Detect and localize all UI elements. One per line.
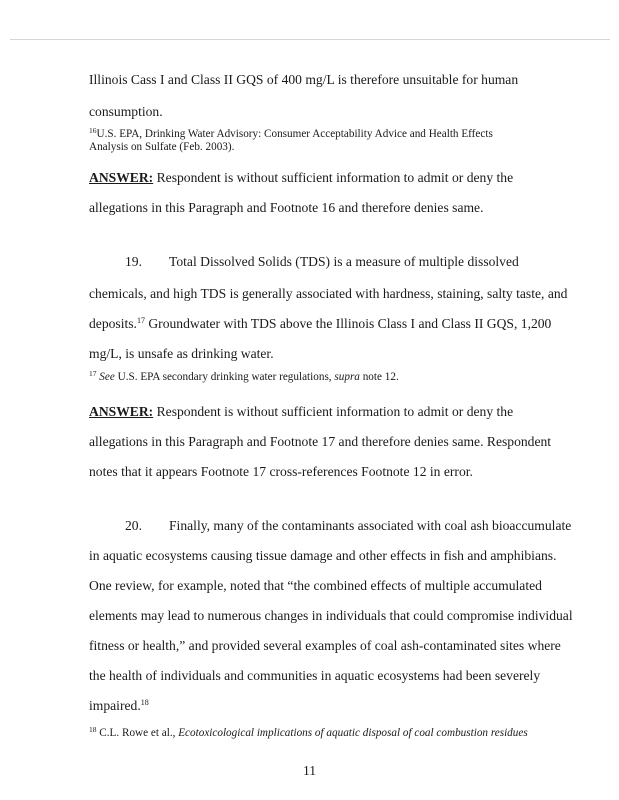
para20-line1 (89, 518, 571, 534)
footnote-17-text: U.S. EPA secondary drinking water regulations, (114, 371, 335, 383)
para19-text1: Total Dissolved Solids (TDS) is a measure of multiple dissolved (169, 254, 519, 269)
footnote-18-title: Ecotoxicological implications of aquatic disposal of coal combustion residues (178, 727, 528, 739)
para18-tail-line1: Illinois Cass I and Class II GQS of 400 mg/L is therefore unsuitable for human (89, 72, 519, 87)
para20-line6: the health of individuals and communities in aquatic ecosystems had been severely (89, 668, 541, 683)
footnote-17 (89, 371, 399, 384)
answer19-text: Respondent is without sufficient information to admit or deny the (153, 404, 514, 419)
para20-line5: fitness or health,” and provided several examples of coal ash-contaminated sites where (89, 638, 561, 653)
page-number: 11 (302, 763, 317, 778)
para19-line1 (89, 254, 519, 270)
answer18-text: Respondent is without sufficient information to admit or deny the (153, 170, 514, 185)
footnote-16-text: U.S. EPA, Drinking Water Advisory: Consumer Acceptability Advice and Health Effects (96, 128, 493, 140)
para19-number: 19. (125, 254, 142, 269)
para19-text3b: Groundwater with TDS above the Illinois Class I and Class II GQS, 1,200 (144, 316, 552, 331)
para20-line3: One review, for example, noted that “the combined effects of multiple accumulated (89, 578, 542, 593)
footnote-18 (89, 727, 528, 740)
para20-line7 (89, 698, 149, 714)
footnote-ref-17: 17 (136, 316, 145, 325)
para20-text7: impaired. (89, 698, 141, 713)
footnote-17-supra: supra (334, 371, 360, 383)
footnote-17-end: note 12. (359, 371, 399, 383)
para19-line4: mg/L, is unsafe as drinking water. (89, 346, 274, 361)
para19-text3a: deposits. (89, 316, 137, 331)
para20-number: 20. (125, 518, 142, 533)
footnote-17-marker: 17 (89, 369, 97, 378)
answer19-line2: allegations in this Paragraph and Footnote 17 and therefore denies same. Respondent (89, 434, 552, 449)
footnote-17-see: See (99, 371, 115, 383)
answer-label: ANSWER: (89, 170, 154, 185)
answer18-line2: allegations in this Paragraph and Footnote 16 and therefore denies same. (89, 200, 484, 215)
footnote-16-line1 (89, 128, 493, 141)
footnote-16-marker: 16 (89, 126, 97, 135)
para20-line4: elements may lead to numerous changes in individuals that could compromise individual (89, 608, 573, 623)
footnote-18-marker: 18 (89, 725, 97, 734)
para19-line2: chemicals, and high TDS is generally associated with hardness, staining, salty taste, and (89, 286, 568, 301)
answer18-line1 (89, 170, 513, 186)
answer19-line3: notes that it appears Footnote 17 cross-references Footnote 12 in error. (89, 464, 473, 479)
answer-label: ANSWER: (89, 404, 154, 419)
footnote-18-author: C.L. Rowe et al., (96, 727, 179, 739)
para18-tail-line2: consumption. (89, 104, 163, 119)
footnote-ref-18: 18 (140, 698, 149, 707)
para20-text1: Finally, many of the contaminants associated with coal ash bioaccumulate (169, 518, 572, 533)
para19-line3 (89, 316, 551, 332)
answer19-line1 (89, 404, 513, 420)
footnote-16-line2: Analysis on Sulfate (Feb. 2003). (89, 141, 235, 153)
para20-line2: in aquatic ecosystems causing tissue damage and other effects in fish and amphibians. (89, 548, 557, 563)
